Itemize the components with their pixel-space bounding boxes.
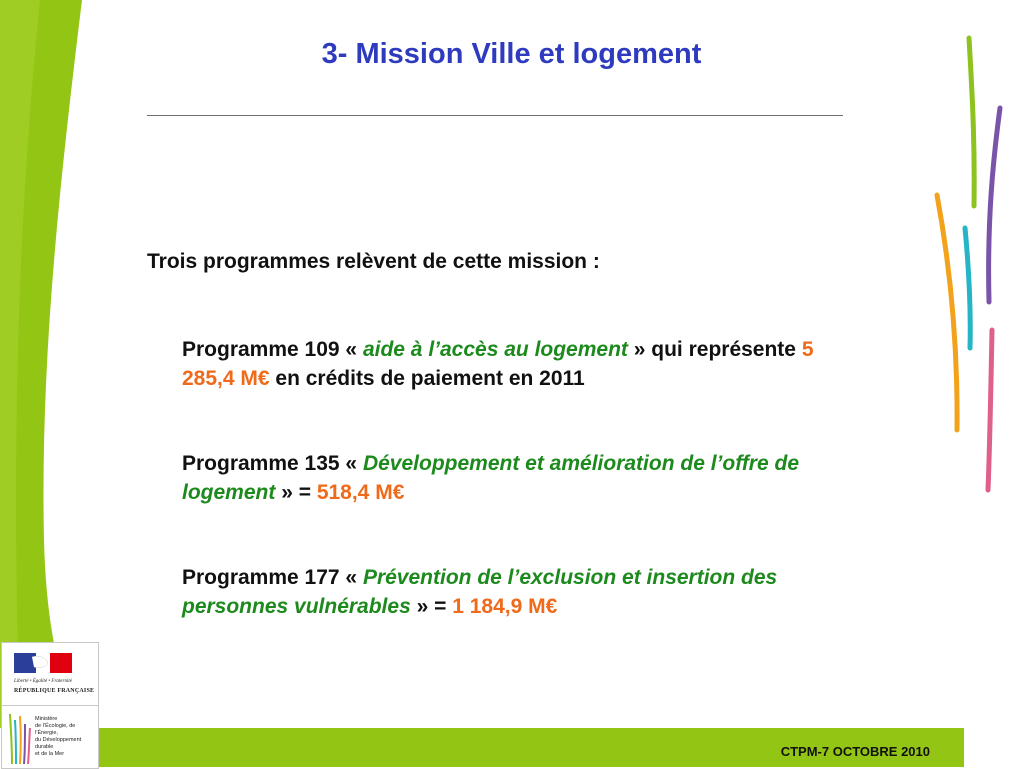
program-connector: » = bbox=[281, 481, 311, 504]
intro-text: Trois programmes relèvent de cette mission : bbox=[147, 250, 600, 273]
republique-name: RÉPUBLIQUE FRANÇAISE bbox=[14, 688, 95, 694]
program-suffix: en crédits de paiement en 2011 bbox=[275, 367, 585, 390]
program-amount: 1 184,9 M€ bbox=[452, 595, 558, 618]
decorative-strokes bbox=[925, 30, 1005, 500]
program-amount: 518,4 M€ bbox=[316, 481, 405, 504]
program-name: Développement et amélioration de l’offre de logement bbox=[182, 452, 800, 504]
footer-band bbox=[98, 728, 964, 767]
republique-motto: Liberté • Égalité • Fraternité bbox=[14, 679, 72, 684]
ministry-line: de l’Écologie, de l’Énergie, bbox=[35, 723, 76, 736]
republique-francaise-logo bbox=[1, 642, 99, 706]
program-135 bbox=[182, 449, 842, 507]
left-green-band bbox=[0, 0, 100, 728]
ministry-line: du Développement bbox=[35, 737, 82, 743]
program-prefix: Programme 177 « bbox=[182, 566, 358, 589]
ministry-logo bbox=[1, 705, 99, 769]
footer-date: CTPM-7 OCTOBRE 2010 bbox=[780, 744, 930, 759]
program-177 bbox=[182, 563, 842, 621]
marianne-icon bbox=[2, 643, 98, 677]
program-amount: 5 285,4 M€ bbox=[182, 338, 814, 390]
program-name: aide à l’accès au logement bbox=[362, 338, 628, 361]
ministry-line: durable bbox=[35, 744, 54, 750]
slide-title: 3- Mission Ville et logement bbox=[321, 38, 702, 70]
program-connector: » qui représente bbox=[633, 338, 796, 361]
program-prefix: Programme 135 « bbox=[182, 452, 358, 475]
ministry-name bbox=[35, 716, 97, 758]
ministry-line: Ministère bbox=[35, 716, 58, 722]
ministry-line: et de la Mer bbox=[35, 751, 65, 757]
program-109 bbox=[182, 335, 842, 393]
program-prefix: Programme 109 « bbox=[182, 338, 358, 361]
title-divider bbox=[147, 115, 843, 116]
ministry-stripes-icon bbox=[4, 706, 34, 768]
program-name: Prévention de l’exclusion et insertion des personnes vulnérables bbox=[182, 566, 778, 618]
program-connector: » = bbox=[416, 595, 447, 618]
